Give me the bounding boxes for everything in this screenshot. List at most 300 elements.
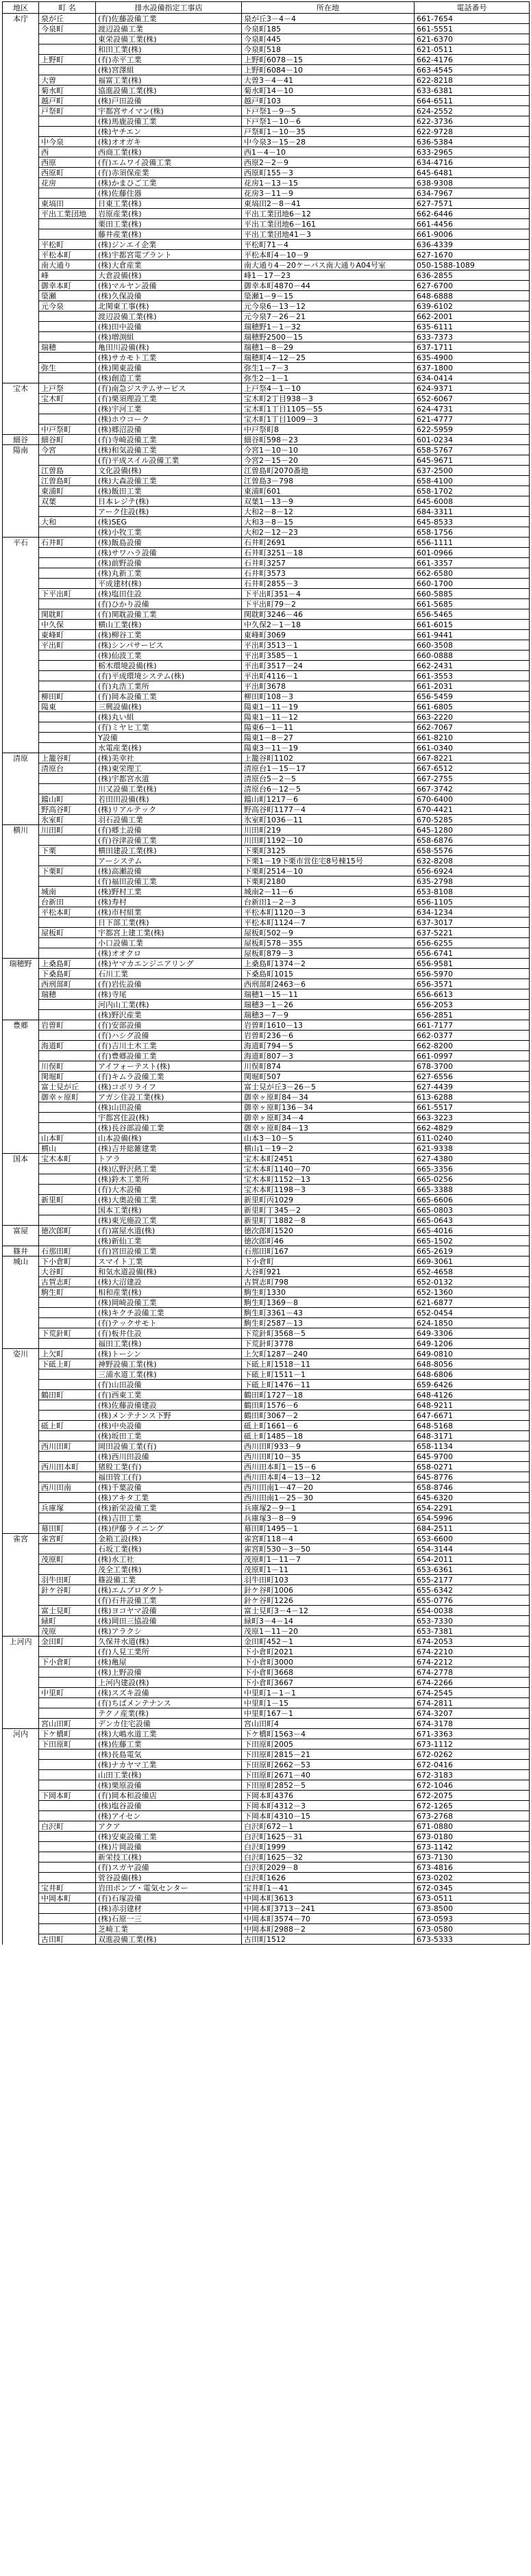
drainage-contractor-table <box>2 1 530 1945</box>
phone-cell: 638-9308 <box>415 178 530 188</box>
table-row <box>3 486 530 496</box>
town-cell <box>39 1308 96 1318</box>
district-cell <box>3 1832 39 1842</box>
contractor-name-cell: 岩原産業(株) <box>96 209 242 219</box>
address-cell: 花房3－11－9 <box>242 188 415 199</box>
address-cell: 中里町1－1－1 <box>242 1688 415 1698</box>
table-row <box>3 1226 530 1236</box>
district-cell <box>3 1113 39 1123</box>
town-cell: 陽東 <box>39 702 96 712</box>
district-cell <box>3 1780 39 1791</box>
table-row <box>3 363 530 373</box>
phone-cell: 648-3171 <box>415 1431 530 1441</box>
district-cell <box>3 55 39 65</box>
address-cell: 下岡本町4312－3 <box>242 1801 415 1811</box>
phone-cell: 635-4900 <box>415 353 530 363</box>
phone-cell: 660-5885 <box>415 589 530 599</box>
district-cell <box>3 702 39 712</box>
address-cell: 下岡本町4376 <box>242 1791 415 1801</box>
district-cell <box>3 671 39 681</box>
district-cell <box>3 127 39 137</box>
town-cell: 下栗町 <box>39 866 96 876</box>
address-cell: 宝木本町2451 <box>242 1154 415 1164</box>
town-cell <box>39 116 96 127</box>
address-cell: 徳次郎町1520 <box>242 1226 415 1236</box>
contractor-name-cell: 日本レジテ(株) <box>96 496 242 507</box>
contractor-name-cell: (株)宇河工業 <box>96 404 242 414</box>
address-cell: 幕田町1495－1 <box>242 1524 415 1534</box>
contractor-name-cell: 篠設備工業 <box>96 1575 242 1585</box>
contractor-name-cell: 西商工業(株) <box>96 147 242 157</box>
table-row <box>3 846 530 856</box>
district-cell <box>3 866 39 876</box>
table-row <box>3 188 530 199</box>
phone-cell: 661-0340 <box>415 743 530 753</box>
district-cell <box>3 1883 39 1893</box>
contractor-name-cell: 猪股工業(有) <box>96 1462 242 1472</box>
district-cell <box>3 1082 39 1092</box>
district-cell <box>3 1287 39 1298</box>
district-cell <box>3 65 39 75</box>
address-cell: 宝木本町1152－13 <box>242 1174 415 1185</box>
district-cell <box>3 322 39 332</box>
town-cell: 弥生 <box>39 363 96 373</box>
town-cell <box>39 1914 96 1924</box>
address-cell: 下栗町3125 <box>242 846 415 856</box>
address-cell: 下小倉町2021 <box>242 1647 415 1657</box>
address-cell: 下荒針町3778 <box>242 1339 415 1349</box>
address-cell: 岩曽町236－6 <box>242 1031 415 1041</box>
contractor-name-cell: (株)かまひご工業 <box>96 178 242 188</box>
contractor-name-cell: (株)大森設備工業 <box>96 476 242 486</box>
contractor-name-cell: スマイト工業 <box>96 1257 242 1267</box>
district-cell <box>3 1277 39 1287</box>
district-cell <box>3 1647 39 1657</box>
table-row <box>3 1637 530 1647</box>
contractor-name-cell: (株)丸い組 <box>96 712 242 722</box>
address-cell: 古田町1512 <box>242 1934 415 1945</box>
contractor-name-cell: (株)佐藤工業 <box>96 1739 242 1750</box>
table-row <box>3 270 530 281</box>
table-header-row <box>3 2 530 14</box>
table-row <box>3 312 530 322</box>
phone-cell: 678-3700 <box>415 1061 530 1072</box>
town-cell <box>39 1811 96 1821</box>
address-cell: 駒生町1330 <box>242 1287 415 1298</box>
phone-cell: 661-6015 <box>415 620 530 630</box>
town-cell <box>39 579 96 589</box>
district-cell <box>3 589 39 599</box>
address-cell: 簗瀬1－9－15 <box>242 291 415 301</box>
contractor-name-cell: 岩田ポンプ・電気センター <box>96 1883 242 1893</box>
table-row <box>3 1688 530 1698</box>
address-cell: 江曽島3－798 <box>242 476 415 486</box>
phone-cell: 624-1850 <box>415 1318 530 1328</box>
town-cell <box>39 938 96 948</box>
town-cell <box>39 558 96 568</box>
contractor-name-cell: アガシ住設工業(株) <box>96 1092 242 1102</box>
district-cell: 陽南 <box>3 445 39 455</box>
table-row <box>3 353 530 363</box>
town-cell <box>39 1000 96 1010</box>
district-cell <box>3 1339 39 1349</box>
district-cell <box>3 1400 39 1411</box>
phone-cell: 634-4716 <box>415 157 530 168</box>
address-cell: 白沢町672－1 <box>242 1821 415 1832</box>
table-body <box>3 14 530 1945</box>
phone-cell: 652-6067 <box>415 394 530 404</box>
contractor-name-cell: 日下部工業(株) <box>96 918 242 928</box>
town-cell: 下砥上町 <box>39 1359 96 1369</box>
contractor-name-cell: (株)岡崎設備工業 <box>96 1298 242 1308</box>
contractor-name-cell: (株)コボリライフ <box>96 1082 242 1092</box>
town-cell: 下荒針町 <box>39 1328 96 1339</box>
address-cell: 元今泉7－26－21 <box>242 312 415 322</box>
district-cell <box>3 1318 39 1328</box>
district-cell <box>3 846 39 856</box>
contractor-name-cell: 金箱工設(株) <box>96 1534 242 1544</box>
address-cell: 瑞穂町4－12－25 <box>242 353 415 363</box>
table-row <box>3 1462 530 1472</box>
town-cell: 上籠谷町 <box>39 753 96 763</box>
contractor-name-cell: 福田管工(有) <box>96 1472 242 1482</box>
district-cell <box>3 794 39 805</box>
contractor-name-cell: 川又設備工業(株) <box>96 784 242 794</box>
table-row <box>3 1482 530 1493</box>
table-row <box>3 1585 530 1595</box>
town-cell: 上欠町 <box>39 1349 96 1359</box>
table-row <box>3 1914 530 1924</box>
contractor-name-cell: 渡辺設備工業 <box>96 24 242 34</box>
table-row <box>3 1503 530 1513</box>
town-cell: 東峰町 <box>39 630 96 640</box>
town-cell <box>39 1411 96 1421</box>
table-row <box>3 1185 530 1195</box>
contractor-name-cell: (株)伊藤ライニング <box>96 1524 242 1534</box>
table-row <box>3 1328 530 1339</box>
contractor-name-cell: (株)佐藤住器 <box>96 188 242 199</box>
town-cell: 平出町 <box>39 640 96 651</box>
contractor-name-cell: (株)市村組業 <box>96 907 242 918</box>
district-cell <box>3 34 39 45</box>
table-row <box>3 1698 530 1708</box>
contractor-name-cell: (株)西川田設備 <box>96 1452 242 1462</box>
table-row <box>3 1791 530 1801</box>
contractor-name-cell: (株)オオガキ <box>96 137 242 147</box>
town-cell <box>39 1174 96 1185</box>
address-cell: 今泉町518 <box>242 45 415 55</box>
district-cell <box>3 1770 39 1780</box>
phone-cell: 661-7177 <box>415 1020 530 1031</box>
table-row <box>3 1821 530 1832</box>
district-cell <box>3 1616 39 1626</box>
phone-cell: 656-5970 <box>415 969 530 979</box>
phone-cell: 654-5996 <box>415 1513 530 1524</box>
table-row <box>3 887 530 897</box>
address-cell: 平松本町1120－3 <box>242 907 415 918</box>
table-row <box>3 1606 530 1616</box>
contractor-name-cell: 山本設備(株) <box>96 1133 242 1144</box>
town-cell: 古田町 <box>39 1934 96 1945</box>
contractor-name-cell: (有)岡本和設備店 <box>96 1791 242 1801</box>
district-cell <box>3 1575 39 1585</box>
phone-cell: 624-4731 <box>415 404 530 414</box>
contractor-name-cell: 小口設備工業 <box>96 938 242 948</box>
phone-cell: 622-9728 <box>415 127 530 137</box>
table-row <box>3 219 530 229</box>
contractor-name-cell: 三浦水道工業(株) <box>96 1369 242 1380</box>
phone-cell: 659-6426 <box>415 1380 530 1390</box>
table-row <box>3 897 530 907</box>
town-cell: 古賀志町 <box>39 1277 96 1287</box>
address-cell: 川田町1192－10 <box>242 835 415 846</box>
district-cell <box>3 1061 39 1072</box>
town-cell: 江曽島町 <box>39 476 96 486</box>
contractor-name-cell: (株)宇都宮電プラント <box>96 250 242 260</box>
address-cell: 平出工業団地41－3 <box>242 229 415 240</box>
address-cell: 下田原町2852－5 <box>242 1780 415 1791</box>
contractor-name-cell: (株)スズキ設備 <box>96 1688 242 1698</box>
town-cell: 白沢町 <box>39 1821 96 1832</box>
contractor-name-cell: 新栄技工(株) <box>96 1852 242 1862</box>
directory-wrapper <box>2 1 529 1945</box>
town-cell: 簗瀬 <box>39 291 96 301</box>
district-cell <box>3 1513 39 1524</box>
contractor-name-cell: (株)SEG <box>96 517 242 527</box>
town-cell: 下平出町 <box>39 589 96 599</box>
table-row <box>3 763 530 774</box>
table-row <box>3 1144 530 1154</box>
contractor-name-cell: (有)ハシグ設備 <box>96 1031 242 1041</box>
contractor-name-cell: 栗田工業(株) <box>96 219 242 229</box>
district-cell: 雀宮 <box>3 1534 39 1544</box>
town-cell: 清原台 <box>39 763 96 774</box>
district-cell <box>3 1760 39 1770</box>
contractor-name-cell: (株)メンテナンス下野 <box>96 1411 242 1421</box>
town-cell: 駒生町 <box>39 1287 96 1298</box>
address-cell: 清原台6－12－5 <box>242 784 415 794</box>
district-cell <box>3 1390 39 1400</box>
phone-cell: 601-0234 <box>415 435 530 445</box>
contractor-name-cell: 宇都宮上建工業(株) <box>96 928 242 938</box>
district-cell <box>3 168 39 178</box>
contractor-name-cell: (株)アキタ工業 <box>96 1493 242 1503</box>
address-cell: 上籠谷町1102 <box>242 753 415 763</box>
district-cell: 上河内 <box>3 1637 39 1647</box>
town-cell <box>39 948 96 959</box>
town-cell: 大和 <box>39 517 96 527</box>
address-cell: 中里町1－15 <box>242 1698 415 1708</box>
table-row <box>3 1750 530 1760</box>
district-cell <box>3 209 39 219</box>
contractor-name-cell: (有)石塚設備 <box>96 1893 242 1904</box>
town-cell: 宝木本町 <box>39 1154 96 1164</box>
phone-cell: 673-7130 <box>415 1852 530 1862</box>
phone-cell: 661-6805 <box>415 702 530 712</box>
district-cell <box>3 1924 39 1934</box>
town-cell <box>39 1595 96 1606</box>
table-row <box>3 14 530 24</box>
address-cell: 台新田1－2－3 <box>242 897 415 907</box>
address-cell: 砥上町1661－6 <box>242 1421 415 1431</box>
phone-cell: 654-2011 <box>415 1554 530 1565</box>
address-cell: 宝木本町1198－3 <box>242 1185 415 1195</box>
header-phone: 電話番号 <box>415 2 530 14</box>
table-row <box>3 34 530 45</box>
phone-cell: 613-6288 <box>415 1092 530 1102</box>
address-cell: 菊水町14－10 <box>242 86 415 96</box>
contractor-name-cell: (株)アラクシ <box>96 1626 242 1637</box>
table-row <box>3 1051 530 1061</box>
contractor-name-cell: 水電産業(株) <box>96 743 242 753</box>
address-cell: 御幸ヶ原町136－34 <box>242 1102 415 1113</box>
address-cell: 下戸祭1－9－5 <box>242 106 415 116</box>
table-row <box>3 1626 530 1637</box>
address-cell: 新里町丙1029 <box>242 1195 415 1205</box>
table-row <box>3 979 530 989</box>
table-row <box>3 733 530 743</box>
address-cell: 下桑島町1015 <box>242 969 415 979</box>
phone-cell: 661-9006 <box>415 229 530 240</box>
address-cell: 下栗1－19下栗市営住宅8号棟15号 <box>242 856 415 866</box>
table-row <box>3 1513 530 1524</box>
table-row <box>3 1760 530 1770</box>
district-cell <box>3 486 39 496</box>
district-cell <box>3 476 39 486</box>
town-cell <box>39 127 96 137</box>
town-cell: 上戸祭 <box>39 383 96 394</box>
district-cell <box>3 116 39 127</box>
district-cell <box>3 1750 39 1760</box>
contractor-name-cell: (株)ヨコヤマ設備 <box>96 1606 242 1616</box>
table-row <box>3 948 530 959</box>
address-cell: 大和2－12－23 <box>242 527 415 538</box>
contractor-name-cell: (有)平成環境システム(株) <box>96 671 242 681</box>
contractor-name-cell: (株)戸田設備 <box>96 96 242 106</box>
address-cell: 西川田南1－47－20 <box>242 1482 415 1493</box>
table-row <box>3 712 530 722</box>
address-cell: 陽東3－11－19 <box>242 743 415 753</box>
table-row <box>3 1174 530 1185</box>
district-cell <box>3 240 39 250</box>
contractor-name-cell: (有)ちばメンテナンス <box>96 1698 242 1708</box>
contractor-name-cell: (有)寺崎設備工業 <box>96 435 242 445</box>
town-cell: 下田原町 <box>39 1739 96 1750</box>
district-cell <box>3 1164 39 1174</box>
contractor-name-cell: 三興設備(株) <box>96 702 242 712</box>
district-cell <box>3 1606 39 1616</box>
district-cell <box>3 1215 39 1226</box>
district-cell <box>3 1000 39 1010</box>
contractor-name-cell: (有)赤平工業 <box>96 55 242 65</box>
contractor-name-cell: 横山工業(株) <box>96 620 242 630</box>
address-cell: 砥上町1485－18 <box>242 1431 415 1441</box>
district-cell <box>3 414 39 425</box>
address-cell: 新里町丁1882－8 <box>242 1215 415 1226</box>
address-cell: 御幸ヶ原町34－4 <box>242 1113 415 1123</box>
address-cell: 石那田町167 <box>242 1246 415 1257</box>
district-cell <box>3 712 39 722</box>
district-cell <box>3 1893 39 1904</box>
phone-cell: 661-5517 <box>415 1102 530 1113</box>
phone-cell: 673-1112 <box>415 1739 530 1750</box>
contractor-name-cell: (有)西東工業 <box>96 1390 242 1400</box>
phone-cell: 672-3183 <box>415 1770 530 1780</box>
town-cell <box>39 1185 96 1195</box>
contractor-name-cell: (株)美幸社 <box>96 753 242 763</box>
table-row <box>3 1298 530 1308</box>
contractor-name-cell: (株)キクチ設備工業 <box>96 1308 242 1318</box>
district-cell <box>3 661 39 671</box>
district-cell <box>3 157 39 168</box>
district-cell <box>3 1102 39 1113</box>
town-cell <box>39 1123 96 1133</box>
district-cell: 瑞穂野 <box>3 959 39 969</box>
town-cell: 下栗 <box>39 846 96 856</box>
table-row <box>3 1842 530 1852</box>
header-contractor: 排水設備指定工事店 <box>96 2 242 14</box>
district-cell <box>3 1195 39 1205</box>
town-cell <box>39 1493 96 1503</box>
table-row <box>3 1780 530 1791</box>
table-row <box>3 1647 530 1657</box>
phone-cell: 662-0377 <box>415 1031 530 1041</box>
town-cell: 鐺山町 <box>39 794 96 805</box>
contractor-name-cell: (株)トーシン <box>96 1349 242 1359</box>
town-cell: 西原町 <box>39 168 96 178</box>
phone-cell: 627-7571 <box>415 199 530 209</box>
district-cell <box>3 363 39 373</box>
contractor-name-cell: 宇都宮サイマン(株) <box>96 106 242 116</box>
phone-cell: 667-2755 <box>415 774 530 784</box>
address-cell: 大和2－8－12 <box>242 507 415 517</box>
table-row <box>3 168 530 178</box>
district-cell <box>3 856 39 866</box>
district-cell <box>3 948 39 959</box>
phone-cell: 658-1134 <box>415 1441 530 1452</box>
phone-cell: 672-1265 <box>415 1801 530 1811</box>
phone-cell: 661-9441 <box>415 630 530 640</box>
address-cell: 平出工業団地6－12 <box>242 209 415 219</box>
address-cell: 今宮2－15－20 <box>242 455 415 466</box>
table-row <box>3 630 530 640</box>
address-cell: 上野町6084－10 <box>242 65 415 75</box>
phone-cell: 665-0256 <box>415 1174 530 1185</box>
table-row <box>3 1082 530 1092</box>
district-cell <box>3 1842 39 1852</box>
table-row <box>3 1061 530 1072</box>
phone-cell: 673-0593 <box>415 1914 530 1924</box>
district-cell <box>3 455 39 466</box>
town-cell <box>39 1770 96 1780</box>
phone-cell: 656-6741 <box>415 948 530 959</box>
address-cell: 川田町219 <box>242 825 415 835</box>
district-cell <box>3 1914 39 1924</box>
table-row <box>3 1411 530 1421</box>
contractor-name-cell: (株)仙波工業 <box>96 651 242 661</box>
town-cell: 西川田本町 <box>39 1462 96 1472</box>
district-cell <box>3 681 39 692</box>
address-cell: 西川田町933－9 <box>242 1441 415 1452</box>
town-cell <box>39 1298 96 1308</box>
town-cell <box>39 1924 96 1934</box>
town-cell: 東浦町 <box>39 486 96 496</box>
address-cell: 戸祭町1－10－35 <box>242 127 415 137</box>
contractor-name-cell: (株)寺尾 <box>96 989 242 1000</box>
town-cell: 細谷町 <box>39 435 96 445</box>
phone-cell: 674-2545 <box>415 1688 530 1698</box>
town-cell: 雀宮町 <box>39 1534 96 1544</box>
